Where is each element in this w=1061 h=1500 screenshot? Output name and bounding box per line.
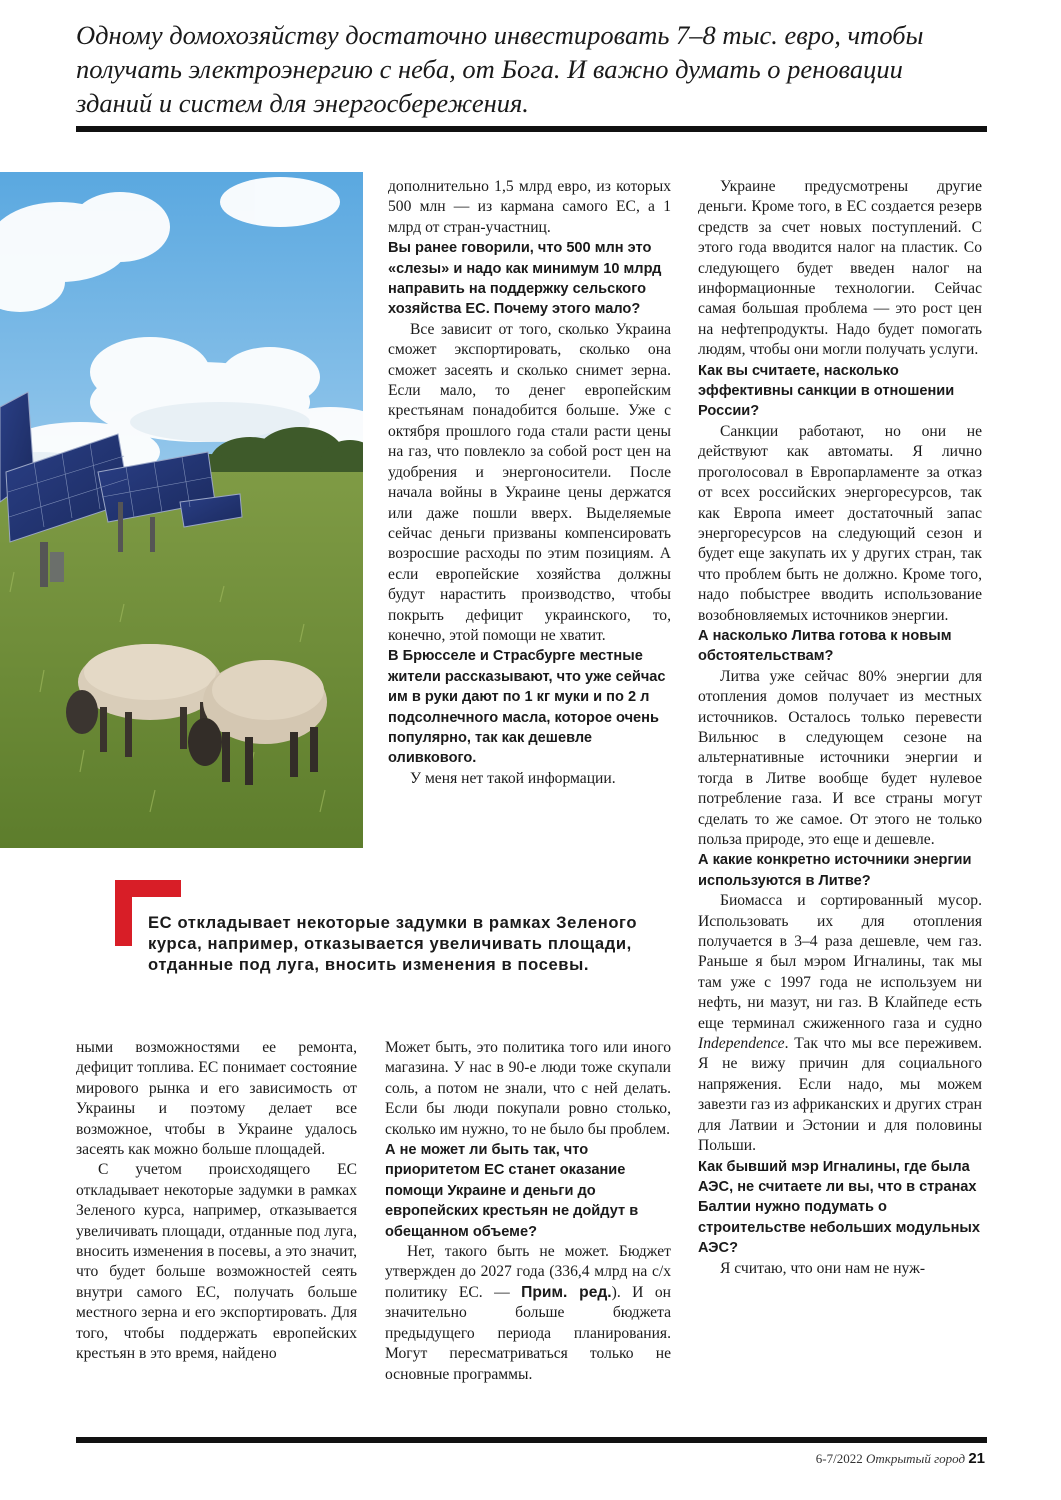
interview-question: А насколько Литва готова к новым обстоятельствам?	[698, 627, 952, 665]
paragraph-text: ). И он значительно больше бюджета предыдущего периода планирования. Могут пересматриваться только не основные программы.	[385, 1283, 671, 1383]
paragraph-text: Биомасса и сортированный мусор. Использовать их для отопления получается в 3–4 раза дешевле, чем газ. Раньше я был мэром Игналины, так мы там уже с 1997 года не используем ни нефть, ни мазут, ни газ. В Клайпеде есть еще терминал сжиженного газа и судно	[698, 892, 982, 1032]
paragraph: Может быть, это политика того или иного магазина. У нас в 90-е люди тоже скупали соль, а потом не знали, что с ней делать. Если бы люди покупали ровно столько, сколько им нужно, то не было бы проблем.	[385, 1039, 671, 1138]
top-quote: Одному домохозяйству достаточно инвестировать 7–8 тыс. евро, чтобы получать электроэнергию с неба, от Бога. И важно думать о реновации зданий и систем для энергосбережения.	[76, 20, 924, 118]
page-number: 21	[968, 1450, 985, 1467]
paragraph: дополнительно 1,5 млрд евро, из которых 500 млн — из кармана самого ЕС, а 1 млрд от стран-участниц.	[388, 178, 671, 236]
paragraph: Украине предусмотрены другие деньги. Кроме того, в ЕС создается резерв средств за счет новых поступлений. С этого года вводится налог на пластик. Со следующего будет введен налог на информационные технологии. Сейчас самая большая проблема — это рост цен на нефтепродукты. Надо будет помогать людям, чтобы они могли получать услуги.	[698, 178, 982, 359]
paragraph: Я считаю, что они нам не нуж-	[720, 1259, 926, 1277]
paragraph: Санкции работают, но они не действуют как автоматы. Я лично проголосовал в Европарламенте за отказ от всех российских энергоресурсов, так как Европа имеет достаточный запас энергоресурсов на следующий сезон и будет еще закупать их у других стран, так что проблем быть не должно. Кроме того, надо побыстрее вводить использование возобновляемых источников энергии.	[698, 422, 982, 624]
text-column-2	[698, 177, 982, 1279]
interview-question: В Брюсселе и Страсбурге местные жители рассказывают, что уже сейчас им в руки дают по 1 кг муки и по 2 л подсолнечного масла, которое очень популярно, так как дешевле оливкового.	[388, 648, 666, 767]
text-column-4	[385, 1038, 671, 1385]
interview-question: Как вы считаете, насколько эффективны санкции в отношении России?	[698, 362, 955, 420]
pull-quote: ЕС откладывает некоторые задумки в рамках Зеленого курса, например, отказывается увеличивать площади, отданные под луга, вносить изменения в посевы.	[148, 913, 638, 974]
text-column-3	[76, 1038, 357, 1365]
paragraph	[385, 1242, 671, 1385]
top-rule	[76, 126, 987, 132]
paragraph: С учетом происходящего ЕС откладывает некоторые задумки в рамках Зеленого курса, например, отказывается увеличивать площади, отданные под луга, вносить изменения в посевы, а это значит, что будет больше возможностей сеять внутри самого ЕС, получать больше местного зерна и его экспортировать. Для того, чтобы поддержать европейских крестьян в это время, найдено	[76, 1161, 357, 1363]
editor-note: Прим. ред.	[521, 1283, 612, 1301]
magazine-name: Открытый город	[865, 1451, 966, 1466]
paragraph: Литва уже сейчас 80% энергии для отопления домов получает из местных источников. Осталось только перевести Вильнюс в следующем сезоне на альтернативные источники энергии и тогда в Литве вообще будет нулевое потребление газа. И все страны могут сделать то же самое. От этого не только польза природе, это еще и дешевле.	[698, 667, 982, 848]
paragraph: У меня нет такой информации.	[410, 769, 616, 787]
interview-question: А какие конкретно источники энергии используются в Литве?	[698, 852, 972, 889]
ship-name: Independence	[698, 1035, 785, 1053]
paragraph: Все зависит от того, сколько Украина сможет экспортировать, сколько она сможет засеять и сколько снимет зерна. Если мало, то денег европейским крестьянам понадобится больше. Уже с октября прошлого года стали расти цены на газ, что повлекло за собой рост цен на удобрения и энергоносители. После начала войны в Украине цены держатся или даже пошли вверх. Выделяемые сейчас деньги призваны компенсировать возросшие расходы по этим позициям. А если европейские хозяйства должны будут нарастить производство, чтобы покрыть дефицит украинского, то, конечно, этой помощи не хватит.	[388, 320, 671, 644]
text-column-1	[388, 177, 671, 789]
issue-number: 6-7/2022	[815, 1451, 863, 1466]
paragraph	[698, 891, 982, 1156]
interview-question: А не может ли быть так, что приоритетом ЕС станет оказание помощи Украине и деньги до европейских крестьян не дойдут в обещанном объеме?	[385, 1142, 639, 1240]
solar-panels-sheep-photo	[0, 172, 363, 848]
interview-question: Вы ранее говорили, что 500 млн это «слезы» и надо как минимум 10 млрд направить на поддержку сельского хозяйства ЕС. Почему этого мало?	[388, 240, 662, 318]
bottom-rule	[76, 1437, 987, 1443]
paragraph-text: Нет, такого быть не может. Бюджет утвержден до 2027 года (336,4 млрд на с/х политику ЕС. —	[385, 1243, 671, 1301]
page-footer	[816, 1450, 985, 1467]
paragraph: ными возможностями ее ремонта, дефицит топлива. ЕС понимает состояние мирового рынка и его зависимость от Украины и поэтому делает все возможное, чтобы в Украине удалось засеять как можно больше площадей.	[76, 1039, 357, 1159]
interview-question: Как бывший мэр Игналины, где была АЭС, не считаете ли вы, что в странах Балтии нужно подумать о строительстве небольших модульных АЭС?	[698, 1158, 980, 1257]
paragraph-text: . Так что мы все переживем. Я не вижу причин для социального напряжения. Если надо, мы можем завезти газ из африканских и других стран для Латвии и Эстонии и для половины Польши.	[698, 1035, 982, 1155]
